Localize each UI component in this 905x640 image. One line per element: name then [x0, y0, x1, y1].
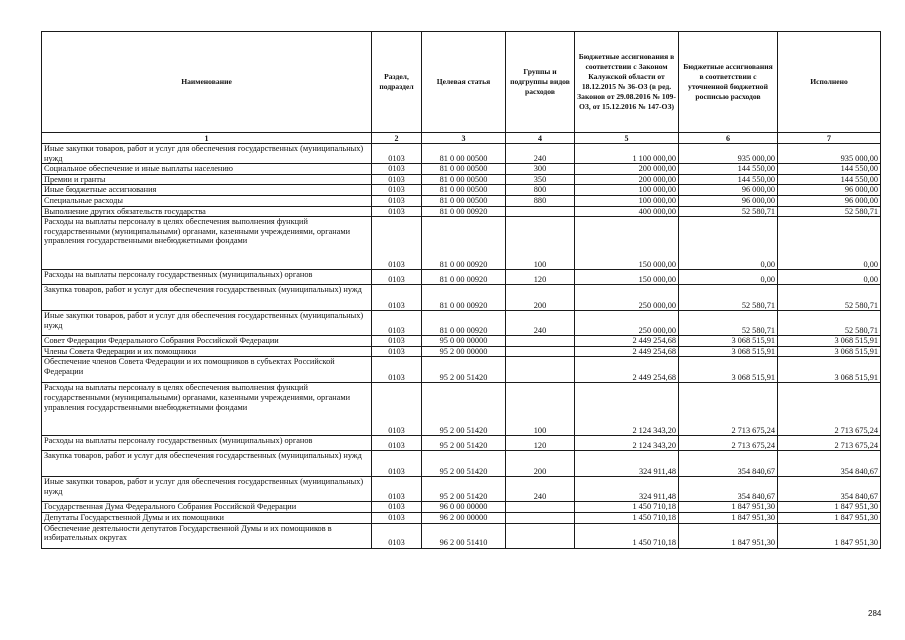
row-budget-law: 150 000,00 [575, 270, 679, 285]
row-executed: 96 000,00 [778, 185, 881, 196]
row-section: 0103 [372, 451, 422, 477]
row-name: Социальное обеспечение и иные выплаты населению [42, 164, 372, 175]
row-budget-roll: 3 068 515,91 [679, 346, 778, 357]
table-row [42, 357, 881, 383]
row-budget-roll: 3 068 515,91 [679, 357, 778, 383]
row-section: 0103 [372, 174, 422, 185]
row-target: 81 0 00 00500 [422, 164, 506, 175]
row-budget-roll: 935 000,00 [679, 144, 778, 164]
row-section: 0103 [372, 217, 422, 270]
row-section: 0103 [372, 270, 422, 285]
row-group: 800 [506, 185, 575, 196]
row-budget-roll: 1 847 951,30 [679, 523, 778, 548]
row-target: 95 2 00 00000 [422, 346, 506, 357]
table-row [42, 174, 881, 185]
row-executed: 1 847 951,30 [778, 512, 881, 523]
row-budget-roll: 144 550,00 [679, 164, 778, 175]
row-name: Специальные расходы [42, 195, 372, 206]
row-group [506, 206, 575, 217]
table-row [42, 164, 881, 175]
row-section: 0103 [372, 436, 422, 451]
row-budget-law: 2 124 343,20 [575, 436, 679, 451]
column-number: 4 [506, 133, 575, 144]
row-executed: 0,00 [778, 270, 881, 285]
row-budget-roll: 354 840,67 [679, 451, 778, 477]
table-row [42, 195, 881, 206]
row-target: 81 0 00 00920 [422, 270, 506, 285]
row-executed: 2 713 675,24 [778, 383, 881, 436]
row-budget-roll: 144 550,00 [679, 174, 778, 185]
row-section: 0103 [372, 383, 422, 436]
row-group: 100 [506, 383, 575, 436]
row-group: 240 [506, 477, 575, 502]
row-group: 240 [506, 311, 575, 336]
row-budget-law: 324 911,48 [575, 451, 679, 477]
row-budget-law: 2 449 254,68 [575, 346, 679, 357]
row-budget-roll: 96 000,00 [679, 195, 778, 206]
row-name: Расходы на выплаты персоналу в целях обеспечения выполнения функций государственными (муниципальными) органами, казенными учреждениями, органами управления государственными внебюджетными фондами [42, 217, 372, 270]
table-row [42, 451, 881, 477]
row-name: Расходы на выплаты персоналу государственных (муниципальных) органов [42, 270, 372, 285]
row-section: 0103 [372, 185, 422, 196]
row-executed: 935 000,00 [778, 144, 881, 164]
row-budget-law: 2 124 343,20 [575, 383, 679, 436]
row-target: 81 0 00 00920 [422, 217, 506, 270]
row-executed: 144 550,00 [778, 174, 881, 185]
row-executed: 52 580,71 [778, 311, 881, 336]
row-target: 81 0 00 00500 [422, 185, 506, 196]
row-target: 95 2 00 51420 [422, 451, 506, 477]
row-section: 0103 [372, 346, 422, 357]
row-group: 100 [506, 217, 575, 270]
column-number: 1 [42, 133, 372, 144]
column-number-row [42, 133, 881, 144]
row-executed: 1 847 951,30 [778, 523, 881, 548]
row-budget-roll: 1 847 951,30 [679, 512, 778, 523]
row-name: Иные закупки товаров, работ и услуг для обеспечения государственных (муниципальных) нужд [42, 144, 372, 164]
row-budget-roll: 2 713 675,24 [679, 383, 778, 436]
row-executed: 0,00 [778, 217, 881, 270]
row-budget-law: 1 450 710,18 [575, 512, 679, 523]
row-budget-roll: 3 068 515,91 [679, 336, 778, 347]
row-target: 95 0 00 00000 [422, 336, 506, 347]
header-target: Целевая статья [422, 32, 506, 133]
table-row [42, 436, 881, 451]
row-group [506, 336, 575, 347]
row-budget-roll: 52 580,71 [679, 206, 778, 217]
table-row [42, 523, 881, 548]
row-group: 200 [506, 451, 575, 477]
row-executed: 52 580,71 [778, 206, 881, 217]
row-budget-law: 1 450 710,18 [575, 523, 679, 548]
row-name: Обеспечение членов Совета Федерации и их помощников в субъектах Российской Федерации [42, 357, 372, 383]
table-row [42, 144, 881, 164]
row-executed: 52 580,71 [778, 285, 881, 311]
table-body [42, 144, 881, 549]
row-group [506, 512, 575, 523]
row-section: 0103 [372, 512, 422, 523]
row-name: Члены Совета Федерации и их помощники [42, 346, 372, 357]
row-section: 0103 [372, 164, 422, 175]
row-executed: 354 840,67 [778, 451, 881, 477]
column-number: 3 [422, 133, 506, 144]
row-name: Закупка товаров, работ и услуг для обеспечения государственных (муниципальных) нужд [42, 451, 372, 477]
row-budget-roll: 52 580,71 [679, 311, 778, 336]
row-executed: 3 068 515,91 [778, 336, 881, 347]
row-group: 120 [506, 436, 575, 451]
row-name: Совет Федерации Федерального Собрания Российской Федерации [42, 336, 372, 347]
row-executed: 2 713 675,24 [778, 436, 881, 451]
row-group [506, 357, 575, 383]
row-section: 0103 [372, 357, 422, 383]
row-name: Премии и гранты [42, 174, 372, 185]
row-section: 0103 [372, 144, 422, 164]
row-name: Закупка товаров, работ и услуг для обеспечения государственных (муниципальных) нужд [42, 285, 372, 311]
table-row [42, 383, 881, 436]
row-name: Обеспечение деятельности депутатов Государственной Думы и их помощников в избирательных округах [42, 523, 372, 548]
row-budget-law: 250 000,00 [575, 311, 679, 336]
row-target: 81 0 00 00920 [422, 285, 506, 311]
table-row [42, 217, 881, 270]
row-executed: 3 068 515,91 [778, 346, 881, 357]
table-row [42, 346, 881, 357]
header-budget-law: Бюджетные ассигнования в соответствии с Законом Калужской области от 18.12.2015 № 36-ОЗ (в ред. Законов от 29.08.2016 № 109-ОЗ, от 15.12.2016 № 147-ОЗ) [575, 32, 679, 133]
row-budget-roll: 1 847 951,30 [679, 502, 778, 513]
row-executed: 96 000,00 [778, 195, 881, 206]
row-budget-law: 2 449 254,68 [575, 357, 679, 383]
table-row [42, 270, 881, 285]
row-budget-roll: 354 840,67 [679, 477, 778, 502]
row-section: 0103 [372, 195, 422, 206]
row-budget-law: 1 450 710,18 [575, 502, 679, 513]
table-row [42, 502, 881, 513]
row-executed: 354 840,67 [778, 477, 881, 502]
row-budget-roll: 52 580,71 [679, 285, 778, 311]
row-budget-law: 400 000,00 [575, 206, 679, 217]
row-group: 880 [506, 195, 575, 206]
row-group [506, 346, 575, 357]
row-section: 0103 [372, 206, 422, 217]
row-section: 0103 [372, 523, 422, 548]
row-target: 81 0 00 00500 [422, 195, 506, 206]
row-target: 95 2 00 51420 [422, 383, 506, 436]
row-name: Государственная Дума Федерального Собрания Российской Федерации [42, 502, 372, 513]
column-number: 6 [679, 133, 778, 144]
column-number: 7 [778, 133, 881, 144]
table-row [42, 185, 881, 196]
row-target: 96 0 00 00000 [422, 502, 506, 513]
row-section: 0103 [372, 311, 422, 336]
row-budget-roll: 0,00 [679, 270, 778, 285]
table-row [42, 285, 881, 311]
header-section: Раздел, подраздел [372, 32, 422, 133]
row-group [506, 523, 575, 548]
row-target: 95 2 00 51420 [422, 436, 506, 451]
row-name: Выполнение других обязательств государства [42, 206, 372, 217]
header-row [42, 32, 881, 133]
header-name: Наименование [42, 32, 372, 133]
row-name: Иные бюджетные ассигнования [42, 185, 372, 196]
row-budget-law: 200 000,00 [575, 164, 679, 175]
header-group: Группы и подгруппы видов расходов [506, 32, 575, 133]
row-budget-roll: 96 000,00 [679, 185, 778, 196]
header-executed: Исполнено [778, 32, 881, 133]
row-budget-law: 200 000,00 [575, 174, 679, 185]
table-row [42, 311, 881, 336]
row-target: 96 2 00 51410 [422, 523, 506, 548]
row-executed: 3 068 515,91 [778, 357, 881, 383]
row-target: 95 2 00 51420 [422, 477, 506, 502]
table-row [42, 206, 881, 217]
row-budget-law: 100 000,00 [575, 195, 679, 206]
row-budget-law: 2 449 254,68 [575, 336, 679, 347]
row-executed: 1 847 951,30 [778, 502, 881, 513]
row-budget-law: 150 000,00 [575, 217, 679, 270]
column-number: 2 [372, 133, 422, 144]
row-budget-law: 1 100 000,00 [575, 144, 679, 164]
header-budget-roll: Бюджетные ассигнования в соответствии с уточненной бюджетной росписью расходов [679, 32, 778, 133]
row-budget-roll: 0,00 [679, 217, 778, 270]
row-budget-roll: 2 713 675,24 [679, 436, 778, 451]
row-group [506, 502, 575, 513]
row-name: Иные закупки товаров, работ и услуг для обеспечения государственных (муниципальных) нужд [42, 311, 372, 336]
row-target: 81 0 00 00920 [422, 311, 506, 336]
table-row [42, 477, 881, 502]
row-group: 240 [506, 144, 575, 164]
row-name: Расходы на выплаты персоналу в целях обеспечения выполнения функций государственными (муниципальными) органами, казенными учреждениями, органами управления государственными внебюджетными фондами [42, 383, 372, 436]
row-section: 0103 [372, 336, 422, 347]
row-group: 300 [506, 164, 575, 175]
row-budget-law: 250 000,00 [575, 285, 679, 311]
row-group: 200 [506, 285, 575, 311]
row-name: Иные закупки товаров, работ и услуг для обеспечения государственных (муниципальных) нужд [42, 477, 372, 502]
row-target: 96 2 00 00000 [422, 512, 506, 523]
row-target: 81 0 00 00500 [422, 144, 506, 164]
row-name: Расходы на выплаты персоналу государственных (муниципальных) органов [42, 436, 372, 451]
row-budget-law: 324 911,48 [575, 477, 679, 502]
row-group: 350 [506, 174, 575, 185]
row-budget-law: 100 000,00 [575, 185, 679, 196]
budget-table [41, 31, 881, 549]
row-target: 81 0 00 00920 [422, 206, 506, 217]
row-section: 0103 [372, 502, 422, 513]
page-number: 284 [868, 609, 882, 618]
row-executed: 144 550,00 [778, 164, 881, 175]
row-section: 0103 [372, 477, 422, 502]
row-name: Депутаты Государственной Думы и их помощники [42, 512, 372, 523]
budget-table-sheet [41, 31, 880, 549]
column-number: 5 [575, 133, 679, 144]
table-row [42, 512, 881, 523]
row-group: 120 [506, 270, 575, 285]
row-section: 0103 [372, 285, 422, 311]
table-row [42, 336, 881, 347]
row-target: 95 2 00 51420 [422, 357, 506, 383]
row-target: 81 0 00 00500 [422, 174, 506, 185]
